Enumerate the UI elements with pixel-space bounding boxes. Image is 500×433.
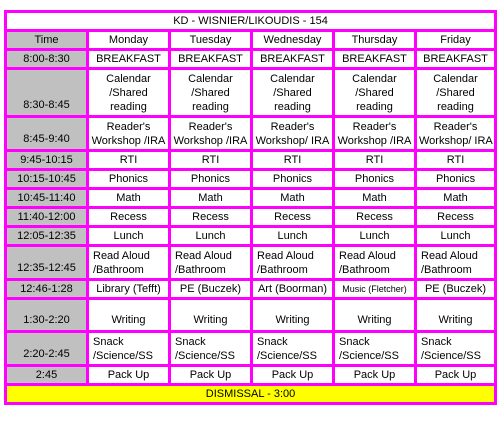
row-read-aloud: [6, 246, 496, 280]
cell-line: Snack: [175, 335, 206, 348]
cell-line: Snack: [257, 335, 288, 348]
header-monday: Monday: [88, 31, 170, 50]
cell-line: Calendar: [188, 72, 233, 85]
row-pack-up: [6, 366, 496, 385]
cell-line: reading: [274, 100, 311, 113]
header-wednesday: Wednesday: [252, 31, 334, 50]
cell-line: /Shared: [355, 86, 394, 99]
cell-wednesday-specials: Art (Boorman): [252, 280, 334, 299]
cell-tuesday-snack: [170, 332, 252, 366]
cell-thursday-rti: RTI: [334, 151, 416, 170]
cell-line: /Science/SS: [257, 349, 317, 362]
cell-tuesday-calendar: [170, 69, 252, 117]
cell-friday-breakfast: BREAKFAST: [416, 50, 496, 69]
cell-line: reading: [110, 100, 147, 113]
cell-wednesday-breakfast: BREAKFAST: [252, 50, 334, 69]
cell-monday-readers-workshop: [88, 117, 170, 151]
cell-thursday-math: Math: [334, 189, 416, 208]
cell-line: Workshop /IRA: [173, 134, 248, 147]
cell-wednesday-pack-up: Pack Up: [252, 366, 334, 385]
cell-monday-lunch: Lunch: [88, 227, 170, 246]
cell-line: /Bathroom: [421, 263, 472, 276]
cell-line: Reader's: [270, 120, 315, 133]
cell-line: Read Aloud: [93, 249, 150, 262]
cell-line: Read Aloud: [257, 249, 314, 262]
cell-tuesday-rti: RTI: [170, 151, 252, 170]
cell-friday-recess: Recess: [416, 208, 496, 227]
cell-friday-readers-workshop: [416, 117, 496, 151]
cell-thursday-recess: Recess: [334, 208, 416, 227]
time-cell: 12:35-12:45: [6, 246, 88, 280]
cell-monday-math: Math: [88, 189, 170, 208]
cell-friday-calendar: [416, 69, 496, 117]
row-lunch: [6, 227, 496, 246]
cell-wednesday-lunch: Lunch: [252, 227, 334, 246]
cell-line: Snack: [93, 335, 124, 348]
cell-friday-specials: PE (Buczek): [416, 280, 496, 299]
cell-tuesday-readers-workshop: [170, 117, 252, 151]
row-snack: [6, 332, 496, 366]
cell-monday-rti: RTI: [88, 151, 170, 170]
time-cell: 8:00-8:30: [6, 50, 88, 69]
cell-thursday-readers-workshop: [334, 117, 416, 151]
header-tuesday: Tuesday: [170, 31, 252, 50]
time-cell: 10:45-11:40: [6, 189, 88, 208]
schedule-title: KD - WISNIER/LIKOUDIS - 154: [6, 12, 496, 31]
row-calendar: [6, 69, 496, 117]
cell-line: /Shared: [191, 86, 230, 99]
cell-thursday-lunch: Lunch: [334, 227, 416, 246]
cell-line: /Bathroom: [93, 263, 144, 276]
cell-wednesday-readers-workshop: [252, 117, 334, 151]
row-phonics: [6, 170, 496, 189]
cell-line: Snack: [339, 335, 370, 348]
time-cell: 1:30-2:20: [6, 299, 88, 332]
cell-line: /Science/SS: [339, 349, 399, 362]
cell-thursday-snack: [334, 332, 416, 366]
schedule-table: [4, 10, 497, 405]
cell-line: Reader's: [188, 120, 233, 133]
cell-monday-snack: [88, 332, 170, 366]
header-time: Time: [6, 31, 88, 50]
cell-line: Snack: [421, 335, 452, 348]
cell-wednesday-phonics: Phonics: [252, 170, 334, 189]
cell-wednesday-rti: RTI: [252, 151, 334, 170]
cell-line: /Bathroom: [257, 263, 308, 276]
cell-line: Read Aloud: [421, 249, 478, 262]
cell-monday-calendar: [88, 69, 170, 117]
cell-tuesday-lunch: Lunch: [170, 227, 252, 246]
cell-monday-specials: Library (Tefft): [88, 280, 170, 299]
cell-line: Workshop /IRA: [337, 134, 412, 147]
cell-line: Calendar: [106, 72, 151, 85]
row-breakfast: [6, 50, 496, 69]
header-thursday: Thursday: [334, 31, 416, 50]
cell-line: /Science/SS: [421, 349, 481, 362]
cell-thursday-calendar: [334, 69, 416, 117]
cell-tuesday-specials: PE (Buczek): [170, 280, 252, 299]
row-writing: [6, 299, 496, 332]
cell-thursday-writing: Writing: [334, 299, 416, 332]
cell-line: Read Aloud: [339, 249, 396, 262]
time-cell: 10:15-10:45: [6, 170, 88, 189]
cell-thursday-phonics: Phonics: [334, 170, 416, 189]
cell-wednesday-recess: Recess: [252, 208, 334, 227]
time-cell: 9:45-10:15: [6, 151, 88, 170]
row-recess: [6, 208, 496, 227]
dismissal-banner: DISMISSAL - 3:00: [6, 385, 496, 404]
cell-tuesday-read-aloud: [170, 246, 252, 280]
cell-tuesday-writing: Writing: [170, 299, 252, 332]
cell-line: Workshop/ IRA: [419, 134, 493, 147]
cell-tuesday-recess: Recess: [170, 208, 252, 227]
cell-line: Calendar: [433, 72, 478, 85]
cell-line: /Shared: [109, 86, 148, 99]
cell-line: Workshop/ IRA: [255, 134, 330, 147]
time-cell: 12:05-12:35: [6, 227, 88, 246]
cell-friday-writing: Writing: [416, 299, 496, 332]
row-readers-workshop: [6, 117, 496, 151]
row-rti: [6, 151, 496, 170]
cell-monday-pack-up: Pack Up: [88, 366, 170, 385]
cell-thursday-pack-up: Pack Up: [334, 366, 416, 385]
cell-line: /Shared: [273, 86, 312, 99]
cell-friday-read-aloud: [416, 246, 496, 280]
cell-friday-lunch: Lunch: [416, 227, 496, 246]
cell-line: Reader's: [352, 120, 397, 133]
cell-tuesday-phonics: Phonics: [170, 170, 252, 189]
cell-line: reading: [437, 100, 474, 113]
cell-friday-phonics: Phonics: [416, 170, 496, 189]
cell-wednesday-writing: Writing: [252, 299, 334, 332]
time-cell: 8:30-8:45: [6, 69, 88, 117]
time-cell: 12:46-1:28: [6, 280, 88, 299]
cell-tuesday-math: Math: [170, 189, 252, 208]
cell-line: /Bathroom: [339, 263, 390, 276]
cell-line: Reader's: [106, 120, 151, 133]
time-cell: 2:20-2:45: [6, 332, 88, 366]
cell-line: Reader's: [433, 120, 478, 133]
cell-line: Calendar: [352, 72, 397, 85]
cell-friday-snack: [416, 332, 496, 366]
cell-line: Calendar: [270, 72, 315, 85]
cell-line: Read Aloud: [175, 249, 232, 262]
cell-monday-read-aloud: [88, 246, 170, 280]
cell-monday-writing: Writing: [88, 299, 170, 332]
cell-wednesday-read-aloud: [252, 246, 334, 280]
row-specials: [6, 280, 496, 299]
cell-thursday-specials: Music (Fletcher): [334, 280, 416, 299]
cell-wednesday-calendar: [252, 69, 334, 117]
cell-tuesday-breakfast: BREAKFAST: [170, 50, 252, 69]
cell-tuesday-pack-up: Pack Up: [170, 366, 252, 385]
time-cell: 11:40-12:00: [6, 208, 88, 227]
cell-thursday-breakfast: BREAKFAST: [334, 50, 416, 69]
cell-line: reading: [192, 100, 229, 113]
cell-friday-math: Math: [416, 189, 496, 208]
cell-thursday-read-aloud: [334, 246, 416, 280]
cell-line: /Science/SS: [175, 349, 235, 362]
cell-wednesday-snack: [252, 332, 334, 366]
header-friday: Friday: [416, 31, 496, 50]
row-math: [6, 189, 496, 208]
time-cell: 2:45: [6, 366, 88, 385]
cell-line: reading: [356, 100, 393, 113]
cell-monday-breakfast: BREAKFAST: [88, 50, 170, 69]
cell-line: Workshop /IRA: [91, 134, 166, 147]
cell-monday-phonics: Phonics: [88, 170, 170, 189]
cell-monday-recess: Recess: [88, 208, 170, 227]
cell-wednesday-math: Math: [252, 189, 334, 208]
cell-line: /Science/SS: [93, 349, 153, 362]
cell-line: /Bathroom: [175, 263, 226, 276]
cell-line: /Shared: [436, 86, 475, 99]
time-cell: 8:45-9:40: [6, 117, 88, 151]
cell-friday-pack-up: Pack Up: [416, 366, 496, 385]
cell-friday-rti: RTI: [416, 151, 496, 170]
